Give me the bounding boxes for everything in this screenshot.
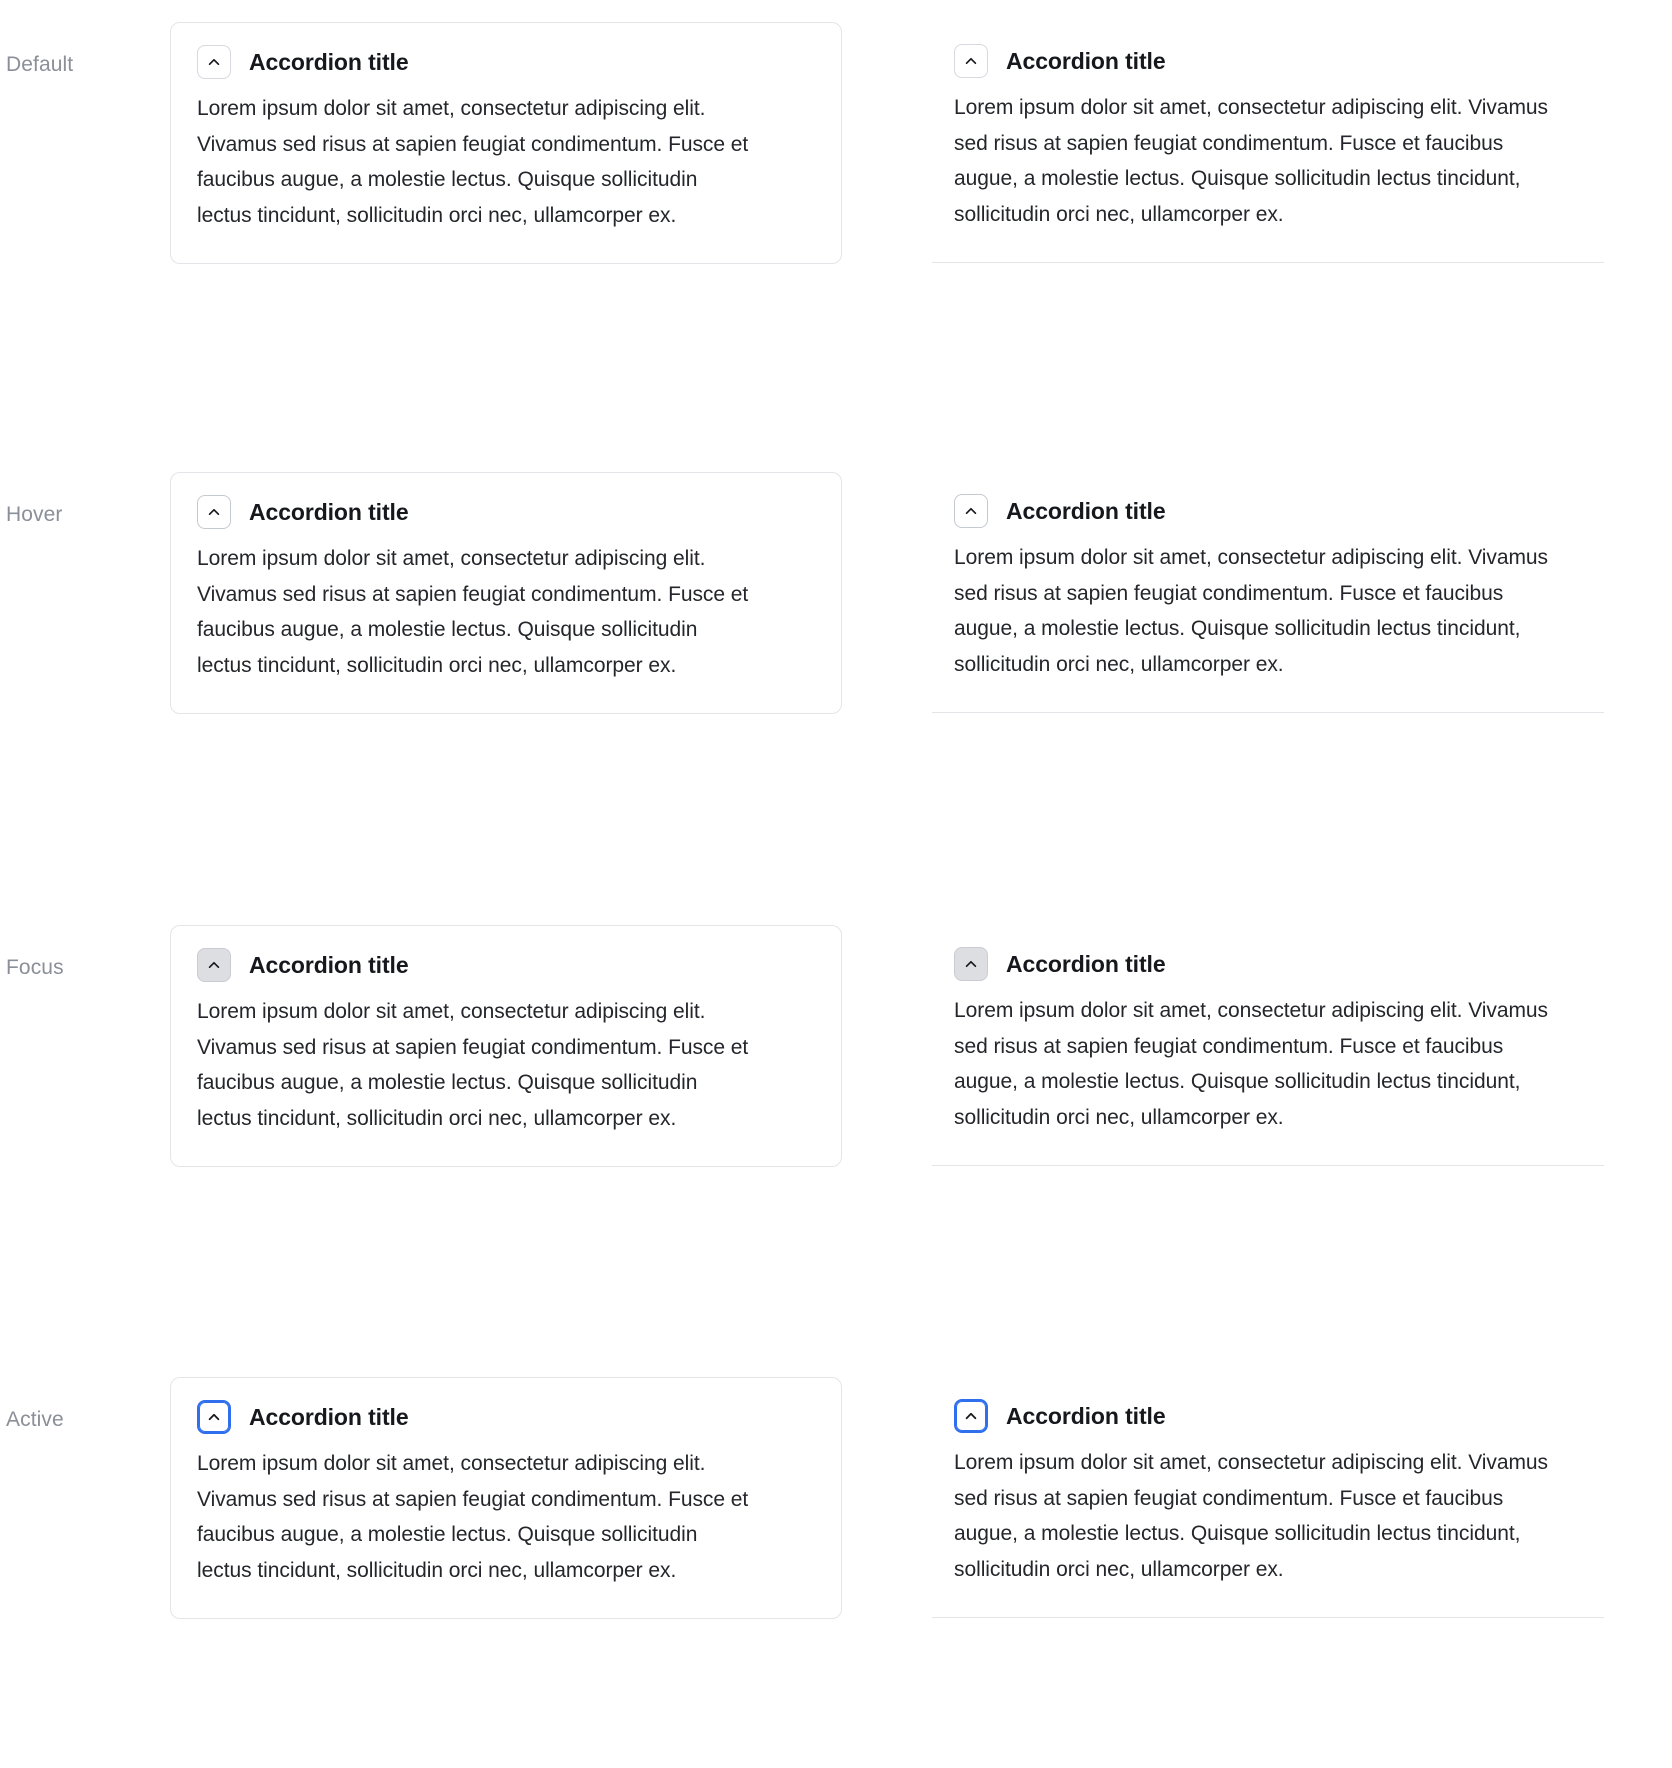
accordion-title: Accordion title — [249, 49, 409, 75]
chevron-up-icon[interactable] — [197, 495, 231, 529]
chevron-up-icon[interactable] — [954, 44, 988, 78]
chevron-up-icon[interactable] — [954, 494, 988, 528]
accordion-lined-default[interactable] — [932, 22, 1604, 263]
accordion-header[interactable] — [197, 1400, 815, 1434]
accordion-title: Accordion title — [1006, 951, 1166, 977]
accordion-boxed-hover-wrap — [170, 472, 842, 714]
state-row-hover — [0, 472, 1672, 714]
accordion-body: Lorem ipsum dolor sit amet, consectetur adipiscing elit. Vivamus sed risus at sapien feugiat condimentum. Fusce et faucibus augue, a molestie lectus. Quisque sollicitudin lectus tincidunt, sollicitudin orci nec, ullamcorper ex. — [197, 547, 749, 677]
accordion-lined-hover-wrap — [932, 472, 1604, 713]
accordion-header[interactable] — [197, 495, 815, 529]
chevron-up-icon[interactable] — [954, 1399, 988, 1433]
accordion-lined-active[interactable] — [932, 1377, 1604, 1618]
accordion-body: Lorem ipsum dolor sit amet, consectetur adipiscing elit. Vivamus sed risus at sapien feugiat condimentum. Fusce et faucibus augue, a molestie lectus. Quisque sollicitudin lectus tincidunt, sollicitudin orci nec, ullamcorper ex. — [954, 546, 1549, 676]
chevron-up-icon[interactable] — [197, 948, 231, 982]
accordion-boxed-default[interactable] — [170, 22, 842, 264]
accordion-body: Lorem ipsum dolor sit amet, consectetur adipiscing elit. Vivamus sed risus at sapien feugiat condimentum. Fusce et faucibus augue, a molestie lectus. Quisque sollicitudin lectus tincidunt, sollicitudin orci nec, ullamcorper ex. — [197, 1000, 749, 1130]
state-label-focus: Focus — [6, 956, 64, 979]
state-row-focus — [0, 925, 1672, 1167]
accordion-boxed-focus[interactable] — [170, 925, 842, 1167]
accordion-title: Accordion title — [249, 952, 409, 978]
state-row-default — [0, 22, 1672, 264]
accordion-title: Accordion title — [1006, 48, 1166, 74]
accordion-title: Accordion title — [1006, 498, 1166, 524]
state-row-active — [0, 1377, 1672, 1619]
accordion-body: Lorem ipsum dolor sit amet, consectetur adipiscing elit. Vivamus sed risus at sapien feugiat condimentum. Fusce et faucibus augue, a molestie lectus. Quisque sollicitudin lectus tincidunt, sollicitudin orci nec, ullamcorper ex. — [954, 1451, 1549, 1581]
accordion-boxed-focus-wrap — [170, 925, 842, 1167]
chevron-up-icon[interactable] — [954, 947, 988, 981]
state-label-active: Active — [6, 1408, 64, 1431]
accordion-boxed-hover[interactable] — [170, 472, 842, 714]
accordion-lined-focus-wrap — [932, 925, 1604, 1166]
accordion-title: Accordion title — [249, 499, 409, 525]
accordion-header[interactable] — [197, 45, 815, 79]
accordion-body: Lorem ipsum dolor sit amet, consectetur adipiscing elit. Vivamus sed risus at sapien feugiat condimentum. Fusce et faucibus augue, a molestie lectus. Quisque sollicitudin lectus tincidunt, sollicitudin orci nec, ullamcorper ex. — [954, 96, 1549, 226]
accordion-body: Lorem ipsum dolor sit amet, consectetur adipiscing elit. Vivamus sed risus at sapien feugiat condimentum. Fusce et faucibus augue, a molestie lectus. Quisque sollicitudin lectus tincidunt, sollicitudin orci nec, ullamcorper ex. — [197, 1452, 749, 1582]
accordion-lined-focus[interactable] — [932, 925, 1604, 1166]
accordion-body: Lorem ipsum dolor sit amet, consectetur adipiscing elit. Vivamus sed risus at sapien feugiat condimentum. Fusce et faucibus augue, a molestie lectus. Quisque sollicitudin lectus tincidunt, sollicitudin orci nec, ullamcorper ex. — [197, 97, 749, 227]
accordion-header[interactable] — [954, 947, 1582, 981]
accordion-header[interactable] — [954, 494, 1582, 528]
accordion-title: Accordion title — [1006, 1403, 1166, 1429]
accordion-boxed-default-wrap — [170, 22, 842, 264]
state-label-hover: Hover — [6, 503, 63, 526]
accordion-header[interactable] — [197, 948, 815, 982]
accordion-boxed-active[interactable] — [170, 1377, 842, 1619]
accordion-header[interactable] — [954, 44, 1582, 78]
chevron-up-icon[interactable] — [197, 45, 231, 79]
accordion-lined-active-wrap — [932, 1377, 1604, 1618]
accordion-lined-hover[interactable] — [932, 472, 1604, 713]
accordion-body: Lorem ipsum dolor sit amet, consectetur adipiscing elit. Vivamus sed risus at sapien feugiat condimentum. Fusce et faucibus augue, a molestie lectus. Quisque sollicitudin lectus tincidunt, sollicitudin orci nec, ullamcorper ex. — [954, 999, 1549, 1129]
chevron-up-icon[interactable] — [197, 1400, 231, 1434]
accordion-title: Accordion title — [249, 1404, 409, 1430]
accordion-boxed-active-wrap — [170, 1377, 842, 1619]
accordion-lined-default-wrap — [932, 22, 1604, 263]
state-label-default: Default — [6, 53, 74, 76]
accordion-header[interactable] — [954, 1399, 1582, 1433]
